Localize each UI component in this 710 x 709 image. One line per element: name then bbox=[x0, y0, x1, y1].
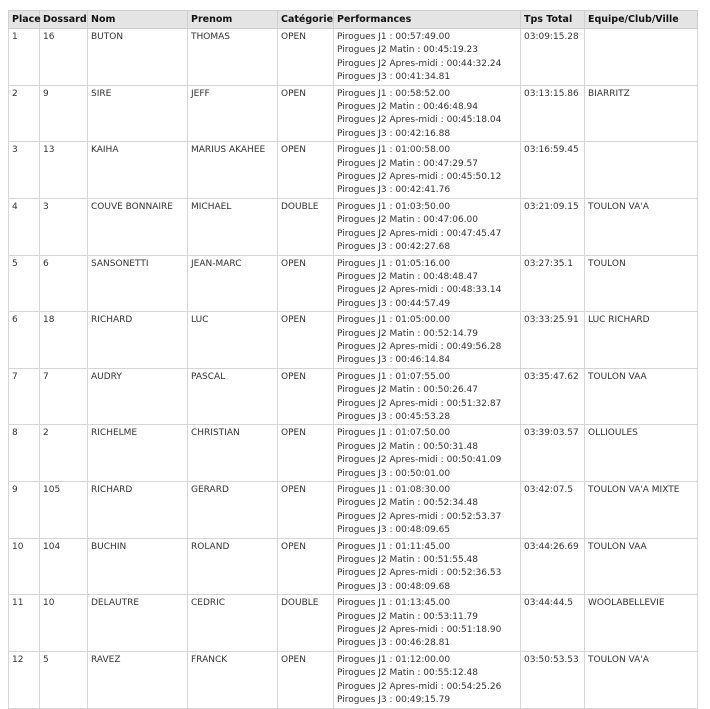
cell-equipe: BIARRITZ bbox=[585, 85, 698, 142]
performance-line: Pirogues J2 Matin : 00:48:48.47 bbox=[337, 271, 478, 282]
cell-dossard: 3 bbox=[40, 198, 88, 255]
performance-line: Pirogues J2 Matin : 00:55:12.48 bbox=[337, 668, 478, 679]
performance-line: Pirogues J1 : 01:13:45.00 bbox=[337, 598, 451, 609]
cell-equipe: WOOLABELLEVIE bbox=[585, 595, 698, 652]
header-equipe: Equipe/Club/Ville bbox=[585, 11, 698, 29]
cell-tps-total: 03:44:44.5 bbox=[521, 595, 585, 652]
performance-line: Pirogues J2 Apres-midi : 00:54:25.26 bbox=[337, 681, 502, 692]
performance-line: Pirogues J2 Apres-midi : 00:52:53.37 bbox=[337, 511, 502, 522]
performance-line: Pirogues J2 Apres-midi : 00:47:45.47 bbox=[337, 228, 502, 239]
cell-performances bbox=[334, 312, 521, 369]
cell-categorie: DOUBLE bbox=[278, 198, 334, 255]
header-row bbox=[9, 11, 698, 29]
cell-tps-total: 03:50:53.53 bbox=[521, 651, 585, 708]
performance-line: Pirogues J1 : 01:07:55.00 bbox=[337, 371, 451, 382]
cell-prenom: ROLAND bbox=[188, 538, 278, 595]
cell-place: 8 bbox=[9, 425, 40, 482]
performance-line: Pirogues J3 : 00:44:57.49 bbox=[337, 298, 451, 309]
table-row bbox=[9, 651, 698, 708]
table-row bbox=[9, 255, 698, 312]
cell-performances bbox=[334, 482, 521, 539]
cell-nom: BUTON bbox=[88, 29, 188, 86]
cell-categorie: OPEN bbox=[278, 651, 334, 708]
cell-nom: RICHELME bbox=[88, 425, 188, 482]
table-row bbox=[9, 425, 698, 482]
performance-line: Pirogues J2 Matin : 00:45:19.23 bbox=[337, 45, 478, 56]
cell-categorie: OPEN bbox=[278, 312, 334, 369]
cell-prenom: MICHAEL bbox=[188, 198, 278, 255]
cell-equipe bbox=[585, 142, 698, 199]
performance-line: Pirogues J2 Apres-midi : 00:45:18.04 bbox=[337, 115, 502, 126]
performance-line: Pirogues J2 Apres-midi : 00:49:56.28 bbox=[337, 341, 502, 352]
cell-dossard: 10 bbox=[40, 595, 88, 652]
performance-line: Pirogues J2 Matin : 00:50:26.47 bbox=[337, 385, 478, 396]
cell-nom: COUVE BONNAIRE bbox=[88, 198, 188, 255]
cell-tps-total: 03:44:26.69 bbox=[521, 538, 585, 595]
cell-place: 2 bbox=[9, 85, 40, 142]
performance-line: Pirogues J2 Matin : 00:51:55.48 bbox=[337, 555, 478, 566]
cell-performances bbox=[334, 255, 521, 312]
cell-place: 12 bbox=[9, 651, 40, 708]
cell-prenom: JEAN-MARC bbox=[188, 255, 278, 312]
cell-equipe: TOULON bbox=[585, 255, 698, 312]
table-row bbox=[9, 312, 698, 369]
cell-equipe: TOULON VAA bbox=[585, 368, 698, 425]
cell-prenom: GERARD bbox=[188, 482, 278, 539]
performance-line: Pirogues J2 Matin : 00:47:29.57 bbox=[337, 158, 478, 169]
table-header bbox=[9, 11, 698, 29]
cell-tps-total: 03:33:25.91 bbox=[521, 312, 585, 369]
cell-place: 9 bbox=[9, 482, 40, 539]
cell-categorie: OPEN bbox=[278, 85, 334, 142]
table-row bbox=[9, 29, 698, 86]
cell-dossard: 2 bbox=[40, 425, 88, 482]
cell-tps-total: 03:42:07.5 bbox=[521, 482, 585, 539]
cell-performances bbox=[334, 368, 521, 425]
cell-tps-total: 03:16:59.45 bbox=[521, 142, 585, 199]
cell-prenom: LUC bbox=[188, 312, 278, 369]
cell-tps-total: 03:09:15.28 bbox=[521, 29, 585, 86]
performance-line: Pirogues J3 : 00:48:09.68 bbox=[337, 581, 451, 592]
performance-line: Pirogues J1 : 01:05:16.00 bbox=[337, 258, 451, 269]
cell-prenom: JEFF bbox=[188, 85, 278, 142]
performance-line: Pirogues J2 Apres-midi : 00:51:32.87 bbox=[337, 398, 502, 409]
cell-tps-total: 03:13:15.86 bbox=[521, 85, 585, 142]
performance-line: Pirogues J2 Matin : 00:47:06.00 bbox=[337, 215, 478, 226]
cell-equipe: TOULON VA'A bbox=[585, 198, 698, 255]
cell-dossard: 18 bbox=[40, 312, 88, 369]
cell-nom: AUDRY bbox=[88, 368, 188, 425]
cell-performances bbox=[334, 142, 521, 199]
performance-line: Pirogues J1 : 01:12:00.00 bbox=[337, 654, 451, 665]
performance-line: Pirogues J3 : 00:50:01.00 bbox=[337, 468, 451, 479]
performance-line: Pirogues J2 Apres-midi : 00:48:33.14 bbox=[337, 285, 502, 296]
table-row bbox=[9, 85, 698, 142]
cell-dossard: 6 bbox=[40, 255, 88, 312]
cell-equipe: TOULON VA'A MIXTE bbox=[585, 482, 698, 539]
cell-performances bbox=[334, 425, 521, 482]
performance-line: Pirogues J2 Matin : 00:46:48.94 bbox=[337, 102, 478, 113]
header-dossard: Dossard bbox=[40, 11, 88, 29]
table-row bbox=[9, 198, 698, 255]
cell-dossard: 13 bbox=[40, 142, 88, 199]
cell-place: 4 bbox=[9, 198, 40, 255]
performance-line: Pirogues J1 : 01:05:00.00 bbox=[337, 315, 451, 326]
performance-line: Pirogues J1 : 01:03:50.00 bbox=[337, 201, 451, 212]
cell-performances bbox=[334, 198, 521, 255]
performance-line: Pirogues J2 Apres-midi : 00:52:36.53 bbox=[337, 568, 502, 579]
cell-place: 1 bbox=[9, 29, 40, 86]
cell-place: 5 bbox=[9, 255, 40, 312]
header-performances: Performances bbox=[334, 11, 521, 29]
cell-categorie: OPEN bbox=[278, 142, 334, 199]
cell-dossard: 9 bbox=[40, 85, 88, 142]
performance-line: Pirogues J3 : 00:42:16.88 bbox=[337, 128, 451, 139]
header-prenom: Prenom bbox=[188, 11, 278, 29]
header-place: Place bbox=[9, 11, 40, 29]
cell-place: 11 bbox=[9, 595, 40, 652]
table-row bbox=[9, 538, 698, 595]
cell-dossard: 7 bbox=[40, 368, 88, 425]
cell-dossard: 104 bbox=[40, 538, 88, 595]
cell-performances bbox=[334, 85, 521, 142]
performance-line: Pirogues J3 : 00:48:09.65 bbox=[337, 525, 451, 536]
cell-nom: BUCHIN bbox=[88, 538, 188, 595]
cell-prenom: THOMAS bbox=[188, 29, 278, 86]
cell-place: 7 bbox=[9, 368, 40, 425]
performance-line: Pirogues J2 Matin : 00:50:31.48 bbox=[337, 441, 478, 452]
cell-nom: RAVEZ bbox=[88, 651, 188, 708]
cell-dossard: 5 bbox=[40, 651, 88, 708]
cell-categorie: OPEN bbox=[278, 255, 334, 312]
cell-tps-total: 03:35:47.62 bbox=[521, 368, 585, 425]
performance-line: Pirogues J2 Apres-midi : 00:51:18.90 bbox=[337, 625, 502, 636]
performance-line: Pirogues J3 : 00:41:34.81 bbox=[337, 72, 451, 83]
cell-tps-total: 03:39:03.57 bbox=[521, 425, 585, 482]
cell-place: 6 bbox=[9, 312, 40, 369]
cell-place: 3 bbox=[9, 142, 40, 199]
performance-line: Pirogues J1 : 01:08:30.00 bbox=[337, 485, 451, 495]
header-tps-total: Tps Total bbox=[521, 11, 585, 29]
results-table bbox=[8, 10, 698, 709]
cell-performances bbox=[334, 29, 521, 86]
cell-place: 10 bbox=[9, 538, 40, 595]
cell-equipe: LUC RICHARD bbox=[585, 312, 698, 369]
cell-nom: SIRE bbox=[88, 85, 188, 142]
cell-categorie: DOUBLE bbox=[278, 595, 334, 652]
cell-tps-total: 03:21:09.15 bbox=[521, 198, 585, 255]
cell-nom: DELAUTRE bbox=[88, 595, 188, 652]
cell-categorie: OPEN bbox=[278, 482, 334, 539]
performance-line: Pirogues J3 : 00:49:15.79 bbox=[337, 695, 451, 706]
table-row bbox=[9, 482, 698, 539]
cell-tps-total: 03:27:35.1 bbox=[521, 255, 585, 312]
cell-prenom: PASCAL bbox=[188, 368, 278, 425]
performance-line: Pirogues J2 Apres-midi : 00:44:32.24 bbox=[337, 58, 502, 69]
performance-line: Pirogues J2 Matin : 00:52:14.79 bbox=[337, 328, 478, 339]
cell-categorie: OPEN bbox=[278, 368, 334, 425]
table-row bbox=[9, 142, 698, 199]
performance-line: Pirogues J2 Apres-midi : 00:50:41.09 bbox=[337, 455, 502, 466]
cell-nom: RICHARD bbox=[88, 482, 188, 539]
cell-nom: KAIHA bbox=[88, 142, 188, 199]
performance-line: Pirogues J3 : 00:46:28.81 bbox=[337, 638, 451, 649]
cell-prenom: MARIUS AKAHEE bbox=[188, 142, 278, 199]
performance-line: Pirogues J1 : 01:00:58.00 bbox=[337, 145, 451, 156]
cell-equipe: TOULON VA'A bbox=[585, 651, 698, 708]
performance-line: Pirogues J1 : 01:11:45.00 bbox=[337, 541, 451, 552]
performance-line: Pirogues J3 : 00:46:14.84 bbox=[337, 355, 451, 366]
cell-dossard: 16 bbox=[40, 29, 88, 86]
cell-categorie: OPEN bbox=[278, 29, 334, 86]
cell-nom: RICHARD bbox=[88, 312, 188, 369]
header-categorie: Catégorie bbox=[278, 11, 334, 29]
performance-line: Pirogues J2 Matin : 00:52:34.48 bbox=[337, 498, 478, 509]
performance-line: Pirogues J1 : 00:57:49.00 bbox=[337, 32, 451, 42]
cell-performances bbox=[334, 651, 521, 708]
cell-categorie: OPEN bbox=[278, 538, 334, 595]
performance-line: Pirogues J1 : 01:07:50.00 bbox=[337, 428, 451, 439]
cell-performances bbox=[334, 595, 521, 652]
cell-dossard: 105 bbox=[40, 482, 88, 539]
cell-nom: SANSONETTI bbox=[88, 255, 188, 312]
results-page bbox=[8, 10, 697, 709]
cell-prenom: CEDRIC bbox=[188, 595, 278, 652]
cell-equipe: TOULON VAA bbox=[585, 538, 698, 595]
table-row bbox=[9, 595, 698, 652]
cell-prenom: CHRISTIAN bbox=[188, 425, 278, 482]
performance-line: Pirogues J3 : 00:45:53.28 bbox=[337, 411, 451, 422]
cell-equipe bbox=[585, 29, 698, 86]
performance-line: Pirogues J2 Apres-midi : 00:45:50.12 bbox=[337, 172, 502, 183]
table-body bbox=[9, 29, 698, 709]
cell-equipe: OLLIOULES bbox=[585, 425, 698, 482]
performance-line: Pirogues J2 Matin : 00:53:11.79 bbox=[337, 611, 478, 622]
cell-prenom: FRANCK bbox=[188, 651, 278, 708]
performance-line: Pirogues J3 : 00:42:41.76 bbox=[337, 185, 451, 196]
cell-performances bbox=[334, 538, 521, 595]
performance-line: Pirogues J1 : 00:58:52.00 bbox=[337, 88, 451, 99]
header-nom: Nom bbox=[88, 11, 188, 29]
table-row bbox=[9, 368, 698, 425]
cell-categorie: OPEN bbox=[278, 425, 334, 482]
performance-line: Pirogues J3 : 00:42:27.68 bbox=[337, 242, 451, 253]
